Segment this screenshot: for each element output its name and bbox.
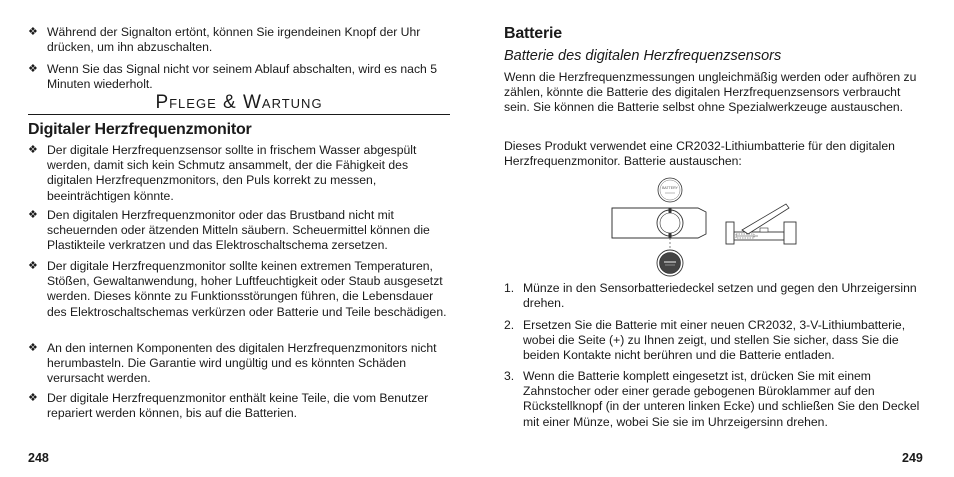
care-bullet-4: ❖ An den internen Komponenten des digitalen Herzfrequenzmonitors nicht herumbasteln. Die Garantie wird ungültig und es könnten Schäden verursacht werden. [28,341,437,386]
page-number-right: 249 [902,451,923,465]
bullet-diamond-icon: ❖ [28,209,38,221]
figure-battery-label: BATTERY [662,186,678,190]
step-1: 1. Münze in den Sensorbatteriedeckel setzen und gegen den Uhrzeigersinn drehen. [504,281,917,311]
bullet-diamond-icon: ❖ [28,144,38,156]
section-title: Pflege & Wartung [155,92,323,113]
bullet-diamond-icon: ❖ [28,63,38,75]
battery-cover-top-icon [658,178,682,202]
care-bullet-1: ❖ Der digitale Herzfrequenzsensor sollte in frischem Wasser abgespült werden, damit sich kein Schmutz ansammelt, der die Fähigkeit des digitalen Herzfrequenzmonitors, den Puls korrekt zu messen, beeinträchtigen könnte. [28,143,417,203]
subsection-title: Digitaler Herzfrequenzmonitor [28,121,252,138]
bullet-diamond-icon: ❖ [28,392,38,404]
battery-title: Batterie [504,25,562,42]
battery-side-view-icon [726,204,796,244]
battery-cover-bottom-icon [657,250,683,276]
intro-bullet-1: ❖ Während der Signalton ertönt, können Sie irgendeinen Knopf der Uhr drücken, um ihn abzuschalten. [28,25,421,55]
step-2: 2. Ersetzen Sie die Batterie mit einer neuen CR2032, 3-V-Lithiumbatterie, wobei die Seite (+) zu Ihnen zeigt, und stellen Sie sicher, dass Sie die beiden Kontakte nicht berühren und die Batterie entladen. [504,318,906,363]
step-3: 3. Wenn die Batterie komplett eingesetzt ist, drücken Sie mit einem Zahnstocher oder einer gerade gebogenen Büroklammer auf den Rückstellknopf (in der unteren linken Ecke) und schließen Sie den Deckel mit einer Münze, wobei Sie sie im Uhrzeigersinn drehen. [504,369,920,429]
sensor-body-icon [612,208,706,238]
battery-diagram [608,176,800,278]
battery-paragraph-2: Dieses Produkt verwendet eine CR2032-Lithiumbatterie für den digitalen Herzfrequenzmonitor. Batterie austauschen: [504,139,895,169]
bullet-diamond-icon: ❖ [28,26,38,38]
battery-paragraph-1: Wenn die Herzfrequenzmessungen ungleichmäßig werden oder aufhören zu zählen, könnte die Batterie des digitalen Herzfrequenzsensors verbraucht sein. Sie können die Batterie selbst ohne Spezialwerkzeuge austauschen. [504,70,917,115]
bullet-diamond-icon: ❖ [28,342,38,354]
bullet-diamond-icon: ❖ [28,260,38,272]
care-bullet-2: ❖ Den digitalen Herzfrequenzmonitor oder das Brustband nicht mit scheuernden oder ätzenden Mitteln säubern. Scheuermittel können die Plastikteile verkratzen und das Elektroschaltschema zersetzen. [28,208,430,253]
intro-bullet-2: ❖ Wenn Sie das Signal nicht vor seinem Ablauf abschalten, wird es nach 5 Minuten wiederholt. [28,62,437,92]
care-bullet-3: ❖ Der digitale Herzfrequenzmonitor sollte keinen extremen Temperaturen, Stößen, Gewaltanwendung, hoher Luftfeuchtigkeit oder Staub ausgesetzt werden. Dieses könnte zu Funktionsstörungen führen, die Lebensdauer des Elektroschaltschemas verkürzen oder Batterie und Teile beschädigen. [28,259,447,319]
section-divider [28,114,450,115]
care-bullet-5: ❖ Der digitale Herzfrequenzmonitor enthält keine Teile, die vom Benutzer repariert werden können, bis auf die Batterien. [28,391,429,421]
battery-subtitle: Batterie des digitalen Herzfrequenzsensors [504,48,782,64]
page-number-left: 248 [28,451,49,465]
